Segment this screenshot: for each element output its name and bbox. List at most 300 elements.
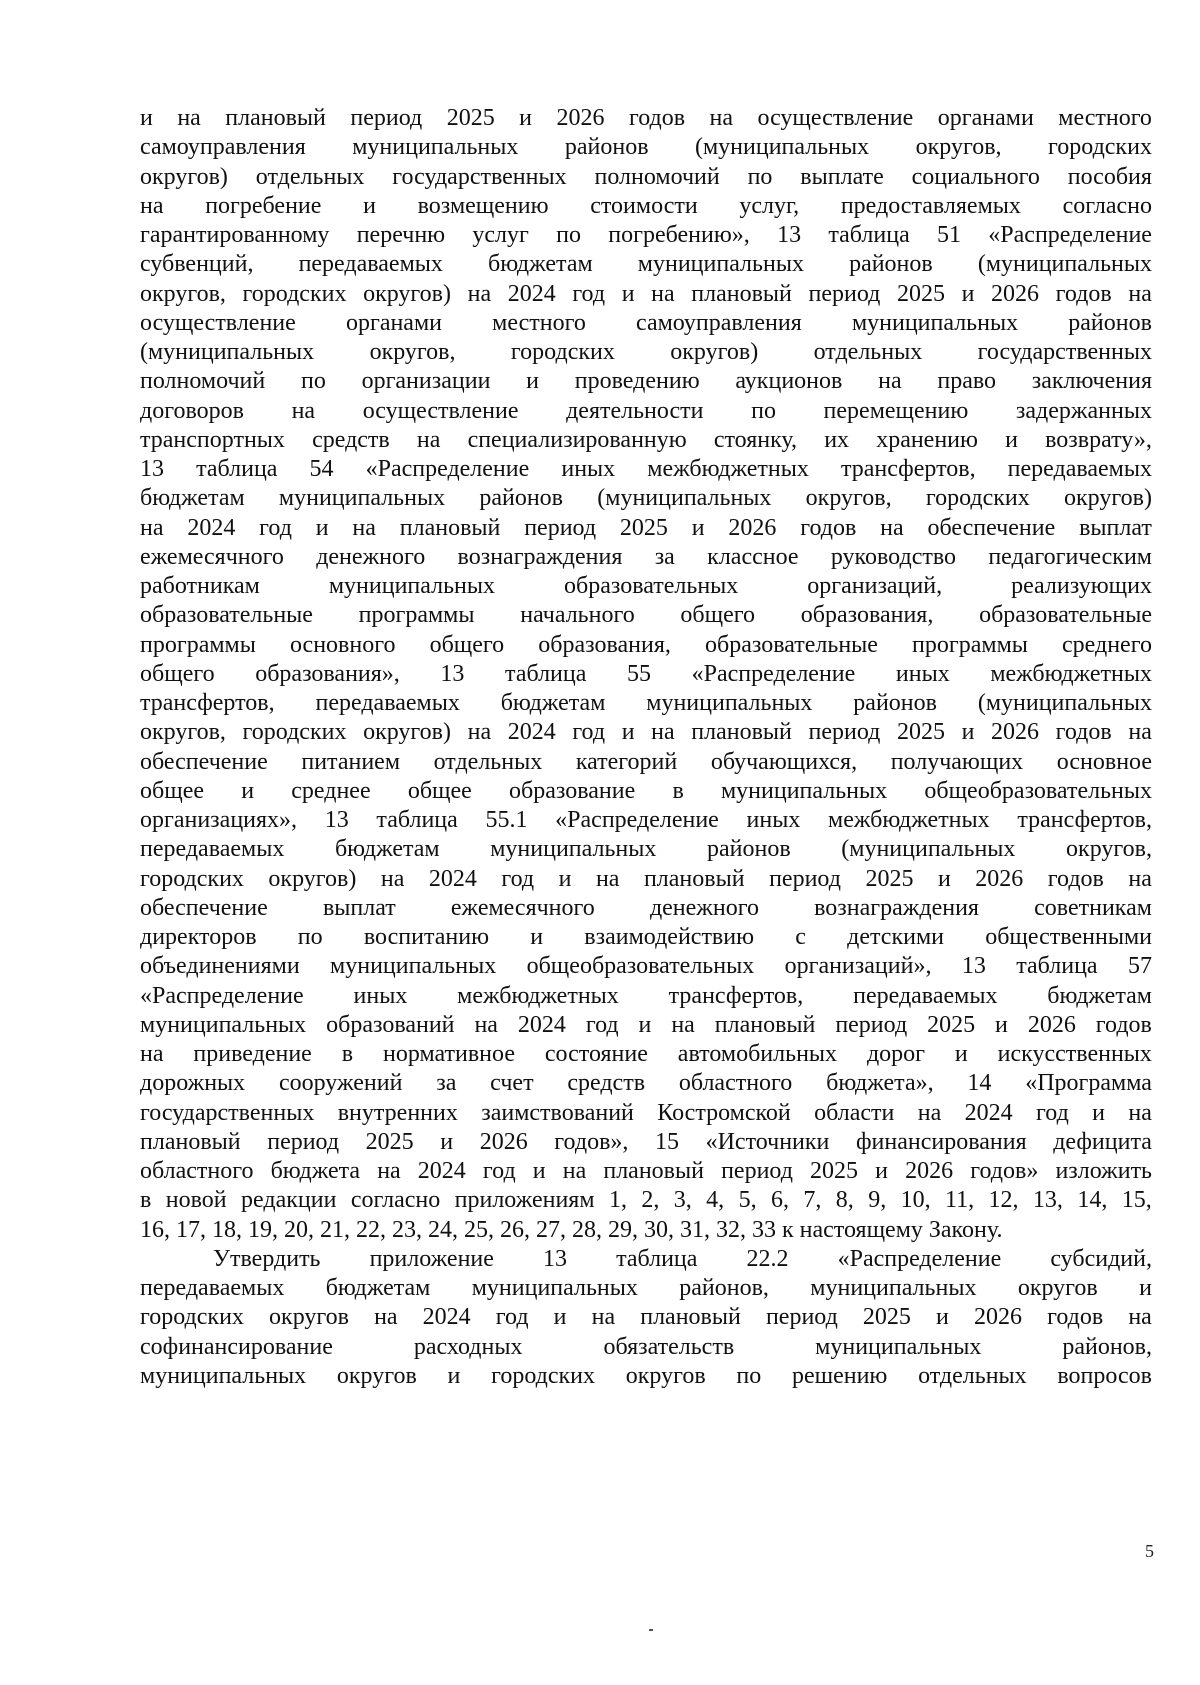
word: на [595, 865, 620, 892]
word: 2024 [422, 1304, 471, 1331]
word: 2026 [975, 865, 1024, 892]
word: год [585, 1011, 619, 1038]
word: органами [937, 105, 1034, 131]
word: погребению», [608, 222, 750, 248]
word: на [140, 192, 164, 219]
word: средств [312, 426, 390, 453]
word: осуществление [362, 397, 519, 424]
word: год [501, 865, 535, 892]
word: и [315, 514, 329, 541]
word: на [416, 426, 441, 453]
word: общеобразовательных [924, 777, 1152, 804]
word: 2025 [446, 105, 495, 131]
word: округов [1017, 1275, 1098, 1301]
word: погребение [205, 192, 322, 219]
text-line [140, 1069, 1152, 1098]
word: государственных [392, 163, 567, 190]
word: основное [1056, 748, 1152, 775]
word: 2025 [619, 514, 668, 541]
word: вознаграждения [457, 543, 623, 570]
word: и [937, 865, 951, 892]
word: и [621, 280, 635, 307]
word: (муниципальных [140, 339, 315, 365]
word: состояние [544, 1041, 648, 1067]
text-line [140, 367, 1152, 396]
word: пособия [1067, 163, 1152, 190]
word: и [519, 105, 533, 131]
word: 9, [868, 1187, 887, 1214]
word: осуществление [140, 309, 296, 336]
word: таблица [616, 1245, 698, 1272]
word: полномочий [140, 368, 266, 395]
word: «Источники [705, 1128, 830, 1155]
word: общее [140, 777, 204, 804]
word: муниципальных [140, 1362, 307, 1389]
word: нормативное [382, 1041, 515, 1067]
word: 15 [655, 1128, 679, 1155]
word: сооружений [278, 1070, 403, 1097]
word: государственных [977, 339, 1152, 365]
word: (муниципальных [977, 690, 1152, 716]
word: 13 [140, 456, 164, 482]
text-line [140, 865, 1152, 894]
text-line [140, 601, 1152, 630]
word: выплат [322, 894, 396, 921]
word: муниципальных [140, 1011, 307, 1038]
word: период [267, 1128, 340, 1155]
word: дорожных [140, 1070, 246, 1097]
word: плановый [691, 719, 792, 746]
text-line [140, 1333, 1152, 1362]
word: вопросов [1057, 1362, 1152, 1389]
word: передаваемых [298, 251, 443, 278]
word: 13 [542, 1245, 567, 1272]
word: самоуправления [636, 309, 802, 336]
text-line [140, 835, 1152, 864]
word: 55.1 [485, 807, 528, 833]
word: услуг, [739, 192, 800, 219]
word: согласно [1062, 192, 1152, 219]
word: иных [895, 660, 950, 687]
word: стоянку, [713, 426, 798, 453]
word: годов [800, 514, 857, 541]
word: годов [1047, 1304, 1104, 1331]
word: осуществление [757, 105, 914, 131]
word: год [572, 719, 606, 746]
word: счет [490, 1070, 534, 1097]
word: таблица [196, 456, 278, 482]
word: бюджетам [500, 690, 606, 716]
word: получающих [890, 748, 1024, 775]
scan-mark [649, 1629, 653, 1631]
word: общее [407, 777, 472, 804]
word: бюджетам [1047, 982, 1152, 1009]
word: городских [491, 1362, 596, 1389]
word: «Распределение [555, 807, 719, 833]
word: плановый [399, 514, 501, 541]
text-line [140, 163, 1152, 192]
word: на [1128, 1304, 1152, 1331]
word: 2025 [927, 1011, 976, 1038]
word: образований [326, 1011, 455, 1038]
text-line [140, 514, 1152, 543]
word: 2024 [964, 1099, 1013, 1126]
word: 13, [1032, 1187, 1063, 1214]
word: районов, [679, 1275, 769, 1301]
word: 2026 [1027, 1011, 1076, 1038]
word: годов [1055, 280, 1112, 307]
word: реализующих [1011, 573, 1152, 599]
word: 14, [1077, 1187, 1108, 1214]
word: и [1139, 1275, 1152, 1301]
word: образования, [538, 631, 671, 658]
word: 2, [641, 1187, 660, 1214]
text-line [140, 718, 1152, 747]
text-line [140, 572, 1152, 601]
word: бюджетам [325, 1275, 431, 1301]
word: на [140, 514, 164, 541]
text-line [140, 309, 1152, 338]
word: и [621, 719, 635, 746]
word: годов», [554, 1128, 629, 1155]
word: классное [707, 543, 799, 570]
text-line [140, 923, 1152, 952]
word: муниципальных [851, 309, 1019, 336]
word: 2025 [896, 280, 945, 307]
word: 14 [967, 1070, 992, 1097]
text-line [140, 543, 1152, 572]
word: по [300, 368, 326, 395]
text-line [140, 455, 1152, 484]
word: и [936, 1304, 949, 1331]
word: и [558, 865, 572, 892]
paragraph-2 [140, 1245, 1152, 1391]
word: вознаграждения [814, 894, 979, 921]
word: 13 [440, 660, 465, 687]
word: на [1128, 280, 1152, 307]
word: период [808, 280, 881, 307]
word: образования, [800, 602, 934, 629]
word: и [961, 280, 975, 307]
word: межбюджетных [647, 456, 809, 482]
text-line [140, 748, 1152, 777]
word: городских [510, 339, 615, 365]
word: среднее [291, 777, 371, 804]
text-line [140, 689, 1152, 718]
word: организаций, [807, 573, 943, 599]
word: городских [140, 1304, 244, 1331]
word: советникам [1034, 894, 1152, 921]
word: общеобразовательных [526, 953, 755, 980]
word: 2026 [991, 719, 1040, 746]
word: искусственных [997, 1041, 1152, 1067]
word: и [363, 192, 376, 219]
word: гарантированному [140, 222, 330, 248]
word: 2025 [896, 719, 945, 746]
word: на [374, 1304, 398, 1331]
word: приведение [193, 1041, 312, 1067]
text-line [140, 1157, 1152, 1186]
word: 2025 [865, 865, 914, 892]
word: 4, [706, 1187, 725, 1214]
text-line [140, 1245, 1152, 1274]
word: «Распределение [837, 1245, 1002, 1272]
word: право [937, 368, 997, 395]
word: период [721, 1158, 793, 1184]
word: на [177, 105, 201, 131]
word: округов, [140, 719, 226, 746]
word: по [736, 1362, 762, 1389]
text-line: 16, 17, 18, 19, 20, 21, 22, 23, 24, 25, 26, 27, 28, 29, 30, 31, 32, 33 к настоящему Закону. [140, 1216, 1003, 1243]
word: автомобильных [677, 1041, 838, 1067]
word: по [751, 397, 776, 424]
word: и [553, 1304, 567, 1331]
word: и [526, 368, 540, 395]
word: муниципальных [720, 777, 888, 804]
word: и [532, 1158, 546, 1184]
word: за [654, 543, 675, 570]
word: субсидий, [1050, 1245, 1152, 1272]
word: муниципальных [278, 485, 446, 512]
word: 51 [937, 222, 962, 248]
text-line [140, 104, 1152, 133]
word: 2026 [905, 1158, 954, 1184]
word: городских [140, 865, 244, 892]
word: плановый [643, 865, 745, 892]
word: районов, [1062, 1333, 1152, 1360]
word: округов) [268, 865, 357, 892]
word: образование [509, 777, 636, 804]
word: трансфертов, [1017, 807, 1152, 833]
word: округов, [140, 280, 226, 307]
word: плановый [140, 1128, 241, 1155]
word: общего [680, 602, 756, 629]
word: и [140, 105, 153, 131]
word: и [1092, 1099, 1105, 1126]
text-line [140, 1011, 1152, 1040]
word: муниципальных [646, 690, 813, 716]
word: годов [1047, 865, 1104, 892]
word: обучающихся, [710, 748, 858, 775]
word: внутренних [337, 1099, 458, 1126]
word: 12, [988, 1187, 1019, 1214]
word: самоуправления [140, 134, 306, 161]
word: организации [361, 368, 491, 395]
text-line [140, 631, 1152, 660]
word: округов) [363, 719, 451, 746]
word: округов, [915, 134, 1002, 161]
word: директоров [140, 924, 257, 950]
word: межбюджетных [457, 982, 619, 1009]
word: год [495, 1304, 529, 1331]
text-line [140, 660, 1152, 689]
word: отдельных [433, 748, 543, 775]
word: таблица [1016, 953, 1098, 980]
word: на [562, 1158, 587, 1184]
word: 7, [803, 1187, 822, 1214]
word: области [814, 1099, 895, 1126]
word: муниципальных [471, 1275, 638, 1301]
word: годов [1095, 1011, 1152, 1038]
word: год [259, 514, 292, 541]
word: перемещению [823, 397, 969, 424]
word: 2025 [810, 1158, 859, 1184]
word: период [835, 1011, 908, 1038]
word: таблица [505, 660, 587, 687]
word: 2026 [556, 105, 605, 131]
word: на [709, 105, 734, 131]
word: «Распределение [691, 660, 856, 687]
word: в [672, 777, 684, 804]
word: и [954, 1041, 968, 1067]
word: за [436, 1070, 457, 1097]
word: изложить [1055, 1158, 1152, 1184]
word: программы [912, 631, 1028, 658]
paragraph-1 [140, 104, 1152, 1245]
word: трансфертов, [840, 456, 976, 482]
word: питанием [301, 748, 401, 775]
word: и [440, 1128, 454, 1155]
word: на [671, 1011, 695, 1038]
word: субвенций, [140, 251, 254, 278]
word: районов [479, 485, 564, 512]
text-line [140, 1362, 1152, 1391]
word: 2024 [187, 514, 236, 541]
word: таблица [828, 222, 910, 248]
text-line [140, 192, 1152, 221]
word: городских [242, 280, 347, 307]
word: ежемесячного [140, 543, 284, 570]
word: стоимости [590, 192, 698, 219]
word: передаваемых [140, 836, 285, 863]
word: с [795, 924, 806, 950]
word: социального [911, 163, 1040, 190]
word: решению [791, 1362, 888, 1389]
text-line [140, 338, 1152, 367]
word: на [878, 368, 902, 395]
word: услуг [472, 222, 529, 248]
word: передаваемых [853, 982, 998, 1009]
text-line [140, 982, 1152, 1011]
word: 11, [945, 1187, 975, 1214]
word: местного [492, 309, 586, 336]
word: приложениям [454, 1187, 595, 1214]
word: трансфертов, [140, 690, 275, 716]
word: годов» [970, 1158, 1039, 1184]
word: период [769, 865, 841, 892]
word: на [1128, 865, 1152, 892]
word: общего [140, 660, 215, 687]
word: на [917, 1099, 942, 1126]
word: на [140, 1041, 164, 1067]
word: округов [625, 1362, 706, 1389]
word: Утвердить [213, 1245, 321, 1272]
word: плановый [603, 1158, 704, 1184]
word: объединениями [140, 953, 300, 980]
word: год [572, 280, 606, 307]
word: предоставляемых [840, 192, 1021, 219]
word: муниципальных [815, 1333, 982, 1360]
word: выплате [800, 163, 884, 190]
word: согласно [350, 1187, 441, 1214]
word: и [995, 1011, 1008, 1038]
word: бюджета», [826, 1070, 934, 1097]
word: 2026 [973, 1304, 1022, 1331]
word: округов [336, 1362, 417, 1389]
word: на [467, 719, 492, 746]
word: на [651, 280, 675, 307]
word: на [591, 1304, 616, 1331]
word: 13 [324, 807, 349, 833]
word: государственных [140, 1099, 315, 1126]
word: обеспечение [927, 514, 1056, 541]
word: транспортных [140, 426, 285, 453]
word: на [651, 719, 675, 746]
word: обеспечение [140, 748, 268, 775]
word: муниципальных [810, 1275, 977, 1301]
page-number: 5 [1145, 1541, 1154, 1561]
word: «Распределение [140, 982, 304, 1009]
word: специализированную [467, 426, 687, 453]
word: 54 [309, 456, 334, 482]
word: (муниципальных [841, 836, 1016, 863]
word: общественными [985, 924, 1152, 950]
word: (муниципальных [977, 251, 1152, 278]
word: плановый [640, 1304, 741, 1331]
word: муниципальных [352, 134, 519, 161]
word: 2025 [862, 1304, 911, 1331]
word: основного [289, 631, 396, 658]
word: аукционов [735, 368, 843, 395]
word: 22.2 [746, 1245, 789, 1272]
word: плановый [225, 105, 326, 131]
word: 2024 [428, 865, 477, 892]
word: период [350, 105, 423, 131]
word: округов, [805, 485, 892, 512]
word: округов) [670, 339, 759, 365]
word: 1, [608, 1187, 627, 1214]
word: областного [678, 1070, 793, 1097]
text-line [140, 484, 1152, 513]
word: воспитанию [363, 924, 489, 950]
word: взаимодействию [584, 924, 755, 950]
word: договоров [140, 397, 244, 424]
word: период [808, 719, 881, 746]
word: межбюджетных [990, 660, 1152, 687]
word: передаваемых [1007, 456, 1152, 482]
word: городских [242, 719, 347, 746]
word: полномочий [594, 163, 720, 190]
word: денежного [649, 894, 759, 921]
word: период [765, 1304, 838, 1331]
word: передаваемых [315, 690, 460, 716]
word: в [341, 1041, 354, 1067]
word: на [377, 1158, 401, 1184]
word: отдельных [255, 163, 365, 190]
word: заключения [1031, 368, 1152, 395]
word: на [1128, 1099, 1152, 1126]
word: отдельных [813, 339, 923, 365]
text-line [140, 894, 1152, 923]
word: муниципальных [490, 836, 657, 863]
word: период [524, 514, 597, 541]
word: денежного [316, 543, 426, 570]
text-line [140, 250, 1152, 279]
word: 57 [1127, 953, 1152, 980]
word: возврату», [1045, 426, 1152, 453]
word: на [352, 514, 376, 541]
word: возмещению [417, 192, 549, 219]
